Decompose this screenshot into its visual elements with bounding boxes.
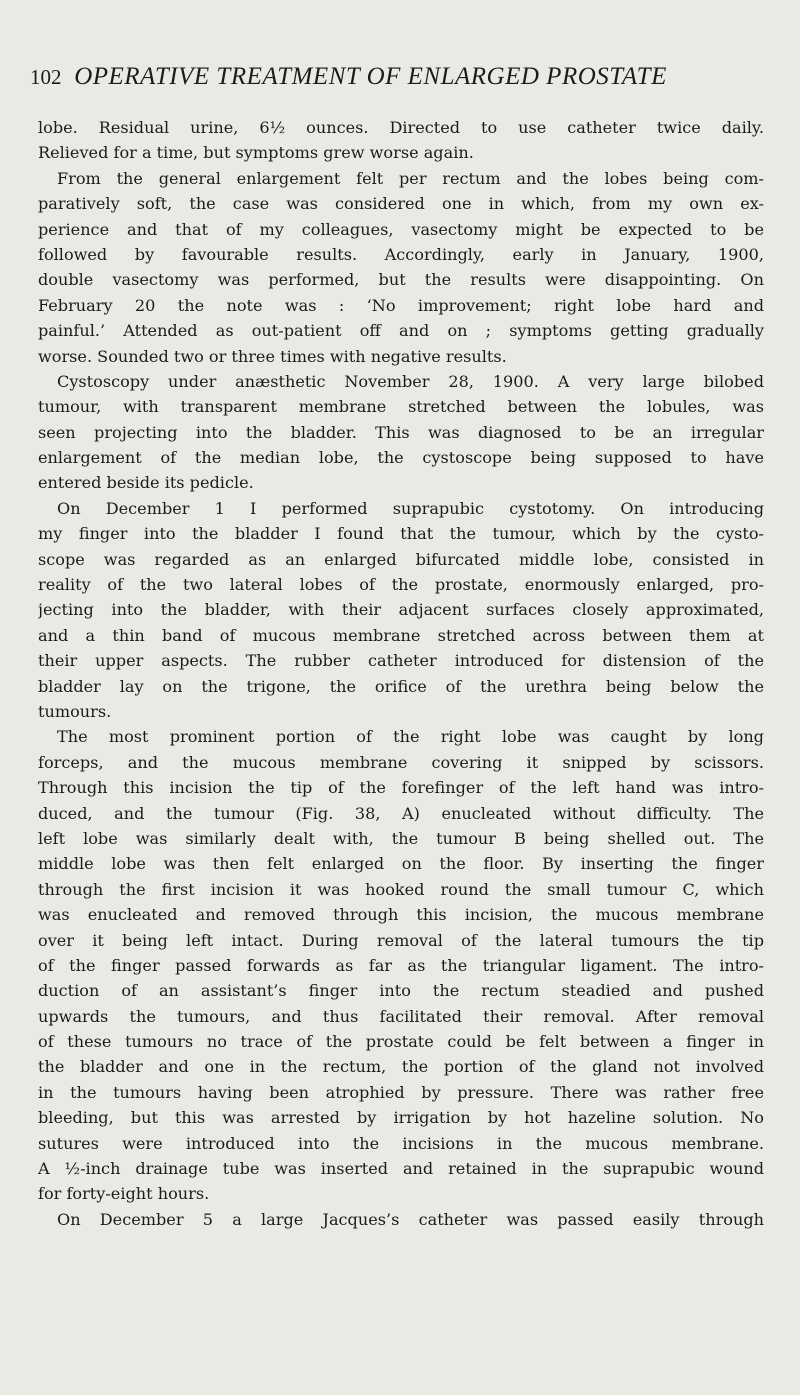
body-text [38,115,764,1232]
paragraph [38,724,764,1206]
text-line: was enucleated and removed through this incision, the mucous membrane [38,905,764,925]
text-line: entered beside its pedicle. [38,473,254,493]
text-line: jecting into the bladder, with their adjacent surfaces closely approximated, [38,600,764,620]
text-line: Relieved for a time, but symptoms grew worse again. [38,143,474,163]
text-line: On December 5 a large Jacques’s catheter was passed easily through [57,1209,764,1229]
text-line: A ½-inch drainage tube was inserted and retained in the suprapubic wound [38,1159,764,1179]
text-line: worse. Sounded two or three times with negative results. [38,346,507,366]
text-line: tumour, with transparent membrane stretched between the lobules, was [38,397,764,417]
text-line: duction of an assistant’s finger into the rectum steadied and pushed [38,981,764,1001]
text-line: my finger into the bladder I found that the tumour, which by the cysto- [38,524,764,544]
text-line: perience and that of my colleagues, vasectomy might be expected to be [38,219,764,239]
text-line: On December 1 I performed suprapubic cystotomy. On introducing [57,498,764,518]
text-line: lobe. Residual urine, 6½ ounces. Directed to use catheter twice daily. [38,118,764,137]
paragraph [38,166,764,369]
text-line: Cystoscopy under anæsthetic November 28, 1900. A very large bilobed [57,371,764,391]
text-line: bleeding, but this was arrested by irrigation by hot hazeline solution. No [38,1108,764,1128]
paragraph [38,369,764,496]
text-line: enlargement of the median lobe, the cystoscope being supposed to have [38,448,764,468]
text-line: tumours. [38,701,112,721]
text-line: through the first incision it was hooked round the small tumour C, which [38,879,764,899]
paragraph [38,1207,764,1232]
text-line: paratively soft, the case was considered one in which, from my own ex- [38,194,764,214]
text-line: their upper aspects. The rubber catheter introduced for distension of the [38,651,764,671]
text-line: of the finger passed forwards as far as the triangular ligament. The intro- [38,955,764,975]
page-header [30,63,770,91]
paragraph [38,115,764,166]
text-line: reality of the two lateral lobes of the prostate, enormously enlarged, pro- [38,575,764,595]
page-number: 102 [30,65,62,89]
text-line: over it being left intact. During removal of the lateral tumours the tip [38,930,764,950]
text-line: and a thin band of mucous membrane stretched across between them at [38,625,764,645]
text-line: February 20 the note was : ‘No improvement; right lobe hard and [38,295,764,315]
text-line: followed by favourable results. Accordingly, early in January, 1900, [38,244,764,264]
text-line: seen projecting into the bladder. This was diagnosed to be an irregular [38,422,764,442]
text-line: From the general enlargement felt per rectum and the lobes being com- [57,168,764,188]
text-line: double vasectomy was performed, but the results were disappointing. On [38,270,764,290]
text-line: The most prominent portion of the right lobe was caught by long [57,727,764,747]
running-title: OPERATIVE TREATMENT OF ENLARGED PROSTATE [74,63,667,90]
text-line: bladder lay on the trigone, the orifice of the urethra being below the [38,676,764,696]
text-line: painful.’ Attended as out-patient off and on ; symptoms getting gradually [38,321,764,341]
text-line: of these tumours no trace of the prostate could be felt between a finger in [38,1032,764,1052]
text-line: Through this incision the tip of the forefinger of the left hand was intro- [38,778,764,798]
text-line: in the tumours having been atrophied by pressure. There was rather free [38,1082,764,1102]
text-line: scope was regarded as an enlarged bifurcated middle lobe, consisted in [38,549,764,569]
text-line: middle lobe was then felt enlarged on the floor. By inserting the finger [38,854,764,874]
paragraph [38,496,764,725]
text-line: sutures were introduced into the incisions in the mucous membrane. [38,1133,764,1153]
text-line: left lobe was similarly dealt with, the tumour B being shelled out. The [38,828,764,848]
text-line: the bladder and one in the rectum, the portion of the gland not involved [38,1057,764,1077]
text-line: forceps, and the mucous membrane covering it snipped by scissors. [38,752,764,772]
text-line: duced, and the tumour (Fig. 38, A) enucleated without difficulty. The [38,803,764,823]
text-line: upwards the tumours, and thus facilitated their removal. After removal [38,1006,764,1026]
text-line: for forty-eight hours. [38,1184,210,1204]
